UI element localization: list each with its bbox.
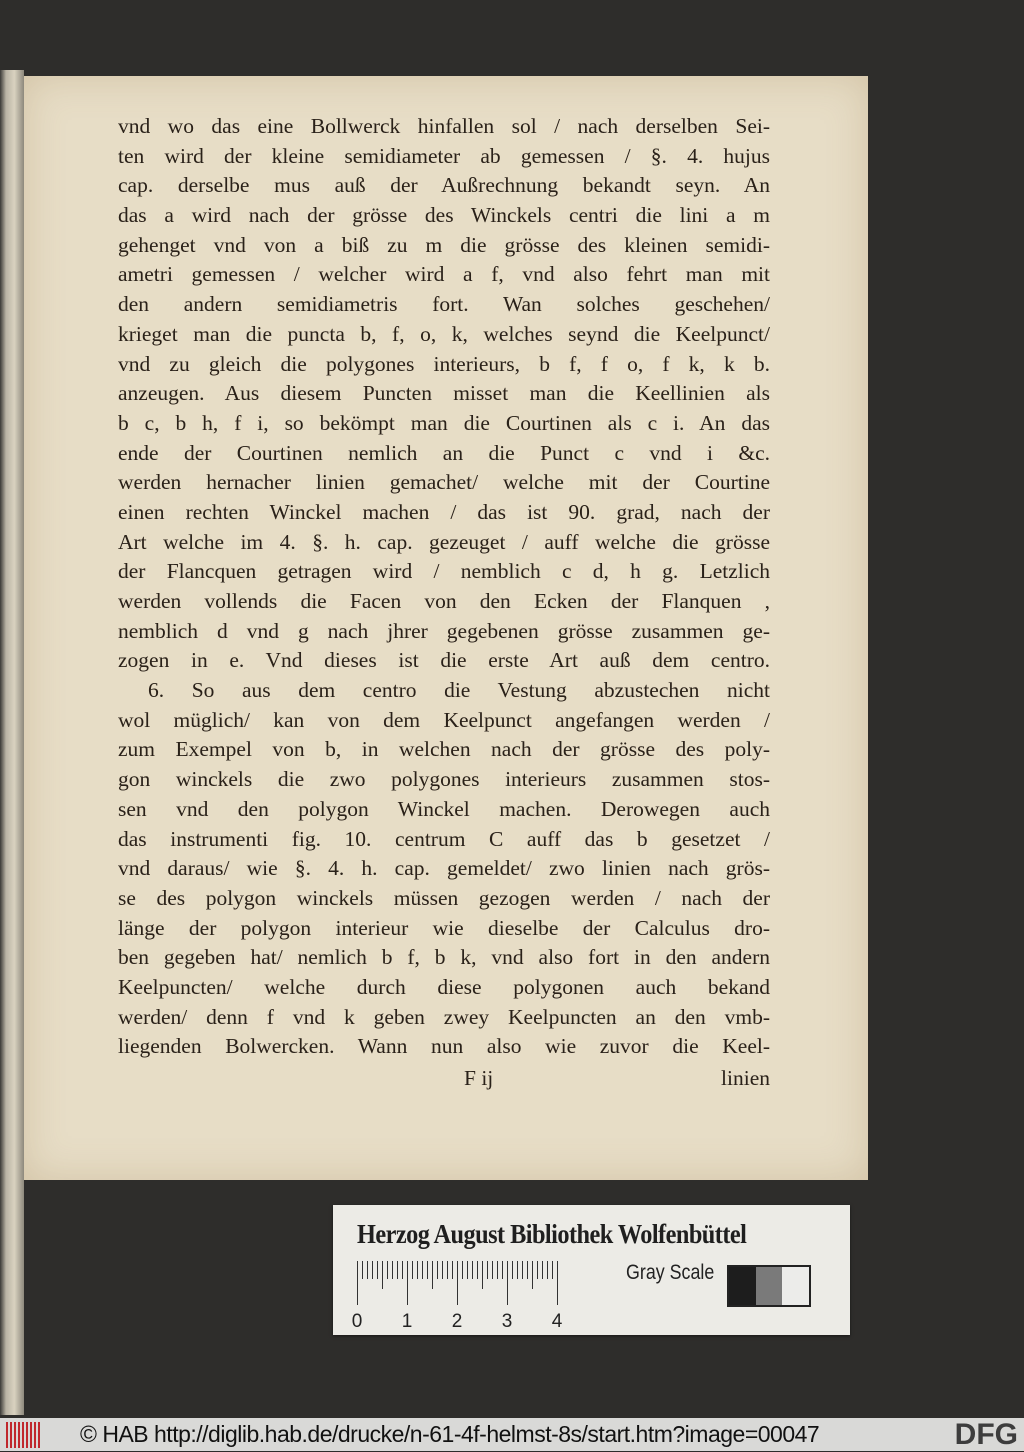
ruler-tick	[367, 1261, 368, 1279]
text-line: Art welche im 4. §. h. cap. gezeuget / auff welche die grösse	[118, 529, 770, 554]
text-line: zogen in e. Vnd dieses ist die erste Art auß dem centro.	[118, 648, 770, 673]
text-line: ben gegeben hat/ nemlich b f, b k, vnd also fort in den andern	[118, 945, 770, 970]
gray-swatch	[729, 1267, 756, 1305]
ruler-tick	[532, 1261, 533, 1289]
ruler-tick	[447, 1261, 448, 1279]
text-line: wol müglich/ kan von dem Keelpunct angefangen werden /	[118, 707, 770, 732]
ruler-tick	[507, 1261, 508, 1305]
text-line: nemblich d vnd g nach jhrer gegebenen grösse zusammen ge-	[118, 618, 770, 643]
gray-scale-swatches	[727, 1265, 811, 1307]
ruler-tick	[552, 1261, 553, 1279]
ruler-tick	[497, 1261, 498, 1279]
ruler-tick	[557, 1261, 558, 1305]
text-line: b c, b h, f i, so bekömpt man die Courtinen als c i. An das	[118, 410, 770, 435]
ruler-tick	[357, 1261, 358, 1305]
text-line: länge der polygon interieur wie dieselbe der Calculus dro-	[118, 915, 770, 940]
ruler-tick	[542, 1261, 543, 1279]
text-line: se des polygon winckels müssen gezogen werden / nach der	[118, 885, 770, 910]
text-line: einen rechten Winckel machen / das ist 90. grad, nach der	[118, 499, 770, 524]
ruler-tick	[547, 1261, 548, 1279]
text-line: den andern semidiametris fort. Wan solches geschehen/	[118, 292, 770, 317]
ruler-tick	[417, 1261, 418, 1279]
ruler-tick	[362, 1261, 363, 1279]
ruler-tick	[462, 1261, 463, 1279]
ruler-tick	[392, 1261, 393, 1279]
ruler-tick	[422, 1261, 423, 1279]
ruler-tick	[387, 1261, 388, 1279]
text-line: werden/ denn f vnd k geben zwey Keelpuncten an den vmb-	[118, 1004, 770, 1029]
ruler-number: 1	[401, 1311, 413, 1332]
copyright-url[interactable]: © HAB http://diglib.hab.de/drucke/n-61-4f-helmst-8s/start.htm?image=00047	[80, 1421, 820, 1447]
ruler-tick	[512, 1261, 513, 1279]
text-line: das a wird nach der grösse des Winckels centri die lini a m	[118, 203, 770, 228]
page-text	[118, 112, 770, 1062]
text-line: krieget man die puncta b, f, o, k, welches seynd die Keelpunct/	[118, 321, 770, 346]
text-line: liegenden Bolwercken. Wann nun also wie zuvor die Keel-	[118, 1034, 770, 1059]
text-line: ametri gemessen / welcher wird a f, vnd also fehrt man mit	[118, 262, 770, 287]
text-line: vnd wo das eine Bollwerck hinfallen sol / nach derselben Sei-	[118, 114, 770, 138]
ruler-tick	[372, 1261, 373, 1279]
ruler-tick	[442, 1261, 443, 1279]
text-line: gehenget vnd von a biß zu m die grösse des kleinen semidi-	[118, 232, 770, 257]
ruler-tick	[517, 1261, 518, 1279]
ruler-tick	[527, 1261, 528, 1279]
ruler-number: 3	[501, 1311, 513, 1332]
text-line: vnd zu gleich die polygones interieurs, b f, f o, f k, k b.	[118, 351, 770, 376]
gray-swatch	[782, 1267, 809, 1305]
ruler-tick	[487, 1261, 488, 1279]
text-line: das instrumenti fig. 10. centrum C auff das b gesetzet /	[118, 826, 770, 851]
ruler-tick	[472, 1261, 473, 1279]
dfg-logo: DFG	[954, 1418, 1018, 1451]
ruler-tick	[457, 1261, 458, 1305]
ruler-tick	[467, 1261, 468, 1279]
text-line: werden vollends die Facen von den Ecken der Flanquen ,	[118, 589, 770, 613]
text-line: Keelpuncten/ welche durch diese polygonen auch bekand	[118, 974, 770, 999]
card-title: Herzog August Bibliothek Wolfenbüttel	[357, 1219, 747, 1249]
gray-swatch	[756, 1267, 783, 1305]
ruler-tick	[397, 1261, 398, 1279]
signature-mark: F ij	[464, 1066, 494, 1090]
text-line: anzeugen. Aus diesem Puncten misset man die Keellinien als	[118, 381, 770, 406]
gray-scale-label: Gray Scale	[626, 1261, 715, 1284]
ruler-tick	[482, 1261, 483, 1289]
color-calibration-card	[333, 1205, 850, 1335]
scale-ruler	[351, 1261, 563, 1332]
ruler-tick	[402, 1261, 403, 1279]
ruler-tick	[522, 1261, 523, 1279]
text-line: vnd daraus/ wie §. 4. h. cap. gemeldet/ zwo linien nach grös-	[118, 856, 770, 881]
book-edge	[0, 70, 24, 1415]
hab-logo-icon	[6, 1422, 42, 1448]
text-line: werden hernacher linien gemachet/ welche mit der Courtine	[118, 470, 770, 495]
text-line: cap. derselbe mus auß der Außrechnung bekandt seyn. An	[118, 173, 770, 198]
ruler-tick	[502, 1261, 503, 1279]
ruler-tick	[427, 1261, 428, 1279]
text-line: zum Exempel von b, in welchen nach der grösse des poly-	[118, 737, 770, 762]
catchword: linien	[721, 1066, 770, 1090]
viewer-footer	[0, 1418, 1024, 1451]
page-footer	[118, 1066, 770, 1096]
ruler-tick	[537, 1261, 538, 1279]
ruler-number: 0	[351, 1311, 363, 1332]
scanned-page	[24, 76, 868, 1180]
ruler-tick	[382, 1261, 383, 1289]
ruler-number: 2	[451, 1311, 463, 1332]
ruler-tick	[437, 1261, 438, 1279]
text-line: sen vnd den polygon Winckel machen. Derowegen auch	[118, 796, 770, 821]
ruler-tick	[477, 1261, 478, 1279]
text-line: ten wird der kleine semidiameter ab gemessen / §. 4. hujus	[118, 143, 770, 168]
ruler-tick	[432, 1261, 433, 1289]
text-line: der Flancquen getragen wird / nemblich c d, h g. Letzlich	[118, 559, 770, 584]
ruler-tick	[412, 1261, 413, 1279]
ruler-tick	[452, 1261, 453, 1279]
text-line: ende der Courtinen nemlich an die Punct c vnd i &c.	[118, 440, 770, 465]
text-line: gon winckels die zwo polygones interieurs zusammen stos-	[118, 767, 770, 792]
text-line: 6. So aus dem centro die Vestung abzustechen nicht	[148, 678, 770, 703]
ruler-tick	[492, 1261, 493, 1279]
ruler-number: 4	[551, 1311, 563, 1332]
ruler-tick	[407, 1261, 408, 1305]
ruler-tick	[377, 1261, 378, 1279]
